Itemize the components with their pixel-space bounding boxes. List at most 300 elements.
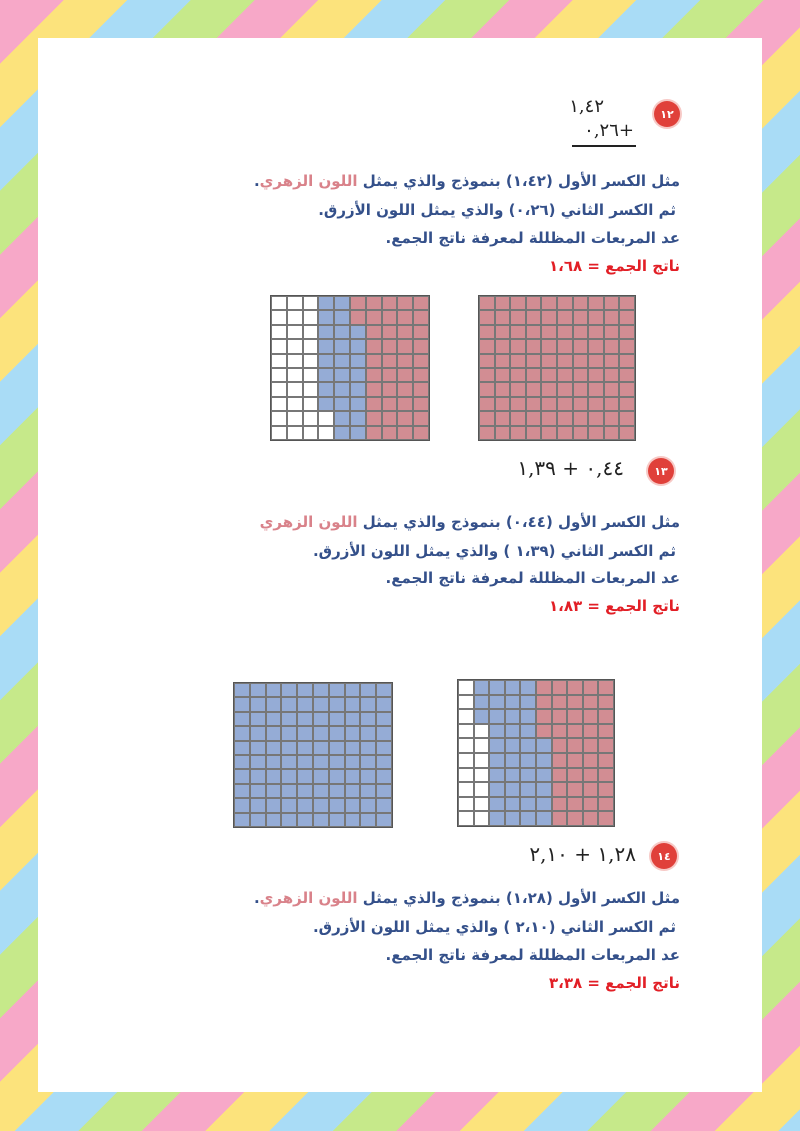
pink-square: [382, 426, 398, 440]
blue-square: [376, 813, 392, 827]
empty-square: [474, 753, 490, 768]
blue-square: [350, 325, 366, 339]
blue-square: [345, 712, 361, 726]
pink-square: [413, 310, 429, 324]
empty-square: [271, 339, 287, 353]
blue-square: [345, 798, 361, 812]
pink-square: [552, 768, 568, 783]
pink-square: [557, 354, 573, 368]
blue-square: [474, 695, 490, 710]
blue-square: [350, 354, 366, 368]
pink-square: [479, 296, 495, 310]
instruction-line-1: [254, 172, 680, 190]
pink-square: [598, 811, 614, 826]
blue-square: [313, 769, 329, 783]
blue-square: [266, 741, 282, 755]
pink-square: [495, 368, 511, 382]
pink-square: [567, 724, 583, 739]
pink-square: [573, 325, 589, 339]
blue-square: [505, 695, 521, 710]
pink-square: [510, 368, 526, 382]
empty-square: [287, 368, 303, 382]
instruction-line-3: عد المربعات المظللة لمعرفة ناتج الجمع.: [385, 946, 680, 964]
blue-square: [266, 726, 282, 740]
pink-square: [583, 753, 599, 768]
pink-square: [382, 382, 398, 396]
blue-square: [297, 784, 313, 798]
blue-square: [329, 784, 345, 798]
blue-square: [329, 697, 345, 711]
pink-square: [541, 354, 557, 368]
empty-square: [458, 695, 474, 710]
pink-square: [541, 339, 557, 353]
pink-square: [552, 797, 568, 812]
empty-square: [271, 354, 287, 368]
pink-square: [397, 426, 413, 440]
pink-square: [526, 310, 542, 324]
pink-square: [536, 709, 552, 724]
blue-square: [266, 755, 282, 769]
blue-square: [250, 726, 266, 740]
pink-square: [573, 339, 589, 353]
pink-square: [382, 310, 398, 324]
blue-square: [313, 755, 329, 769]
blue-square: [376, 755, 392, 769]
blue-square: [520, 695, 536, 710]
instruction-line-1: [260, 513, 680, 531]
empty-square: [271, 368, 287, 382]
pink-square: [479, 382, 495, 396]
blue-square: [345, 741, 361, 755]
blue-square: [520, 738, 536, 753]
blue-square: [334, 368, 350, 382]
blue-square: [281, 712, 297, 726]
pink-square: [526, 397, 542, 411]
blue-square: [376, 769, 392, 783]
pink-square: [366, 310, 382, 324]
empty-square: [474, 724, 490, 739]
pink-square: [510, 397, 526, 411]
blue-square: [360, 784, 376, 798]
pink-square: [567, 753, 583, 768]
pink-square: [397, 296, 413, 310]
blue-square: [297, 726, 313, 740]
pink-square: [619, 325, 635, 339]
blue-square: [250, 683, 266, 697]
blue-square: [334, 397, 350, 411]
blue-square: [505, 782, 521, 797]
blue-square: [318, 310, 334, 324]
pink-square: [619, 310, 635, 324]
pink-square: [397, 411, 413, 425]
blue-square: [536, 811, 552, 826]
blue-square: [376, 712, 392, 726]
blue-square: [297, 769, 313, 783]
empty-square: [287, 354, 303, 368]
pink-square: [588, 325, 604, 339]
empty-square: [458, 738, 474, 753]
instruction-period: .: [253, 889, 260, 907]
pink-square: [526, 426, 542, 440]
blue-square: [234, 784, 250, 798]
pink-square: [573, 368, 589, 382]
pink-square: [526, 368, 542, 382]
blue-square: [520, 797, 536, 812]
exercise-number-badge: ١٣: [648, 458, 674, 484]
pink-square: [536, 695, 552, 710]
empty-square: [303, 325, 319, 339]
pink-square: [479, 339, 495, 353]
pink-square: [567, 738, 583, 753]
blue-square: [234, 683, 250, 697]
pink-square: [588, 368, 604, 382]
blue-square: [350, 382, 366, 396]
empty-square: [318, 426, 334, 440]
blue-square: [297, 683, 313, 697]
empty-square: [271, 382, 287, 396]
blue-square: [489, 695, 505, 710]
blue-square: [266, 712, 282, 726]
blue-square: [318, 397, 334, 411]
pink-square: [479, 325, 495, 339]
blue-square: [345, 784, 361, 798]
pink-square: [366, 354, 382, 368]
blue-square: [334, 426, 350, 440]
blue-square: [536, 753, 552, 768]
blue-square: [345, 726, 361, 740]
empty-square: [458, 724, 474, 739]
blue-square: [281, 697, 297, 711]
pink-square: [526, 354, 542, 368]
instruction-line-3: عد المربعات المظللة لمعرفة ناتج الجمع.: [385, 229, 680, 247]
pink-square: [604, 397, 620, 411]
empty-square: [287, 426, 303, 440]
pink-square: [495, 397, 511, 411]
pink-square: [552, 695, 568, 710]
blue-square: [520, 811, 536, 826]
blue-square: [234, 712, 250, 726]
pink-square: [552, 782, 568, 797]
blue-square: [297, 741, 313, 755]
empty-square: [271, 397, 287, 411]
blue-square: [329, 769, 345, 783]
pink-square: [604, 368, 620, 382]
empty-square: [474, 782, 490, 797]
pink-square: [413, 368, 429, 382]
blue-square: [520, 768, 536, 783]
pink-square: [567, 695, 583, 710]
pink-square: [573, 354, 589, 368]
pink-square: [604, 426, 620, 440]
blue-square: [474, 709, 490, 724]
empty-square: [303, 382, 319, 396]
empty-square: [287, 397, 303, 411]
pink-square: [552, 680, 568, 695]
blue-square: [313, 712, 329, 726]
pink-square: [552, 709, 568, 724]
empty-square: [303, 296, 319, 310]
instruction-line-2: ثم الكسر الثاني (٠،٢٦) والذي يمثل اللون الأزرق.: [318, 201, 676, 219]
blue-square: [536, 782, 552, 797]
instruction-line-1: [254, 889, 680, 907]
pink-square: [510, 382, 526, 396]
blue-square: [318, 325, 334, 339]
empty-square: [287, 325, 303, 339]
empty-square: [271, 411, 287, 425]
empty-square: [303, 354, 319, 368]
blue-square: [376, 741, 392, 755]
pink-square: [552, 724, 568, 739]
pink-square: [598, 782, 614, 797]
blue-square: [505, 709, 521, 724]
pink-square: [397, 368, 413, 382]
blue-square: [536, 768, 552, 783]
sum-rule: [572, 145, 636, 147]
pink-square: [526, 325, 542, 339]
blue-square: [329, 798, 345, 812]
blue-square: [250, 798, 266, 812]
addition-problem: ١,٢٨ + ٢,١٠: [529, 842, 636, 866]
blue-square: [266, 683, 282, 697]
pink-square: [598, 768, 614, 783]
pink-square: [479, 354, 495, 368]
pink-square: [557, 339, 573, 353]
blue-square: [297, 697, 313, 711]
pink-square: [557, 397, 573, 411]
blue-square: [297, 712, 313, 726]
blue-square: [360, 726, 376, 740]
addend-bottom: +٠,٢٦: [584, 120, 634, 141]
pink-square: [567, 811, 583, 826]
blue-square: [350, 368, 366, 382]
pink-square: [479, 397, 495, 411]
result-line: ناتج الجمع = ١،٨٣: [548, 597, 680, 615]
blue-square: [489, 811, 505, 826]
empty-square: [474, 768, 490, 783]
blue-square: [281, 741, 297, 755]
blue-square: [313, 798, 329, 812]
empty-square: [458, 768, 474, 783]
pink-square: [567, 782, 583, 797]
blue-square: [281, 784, 297, 798]
empty-square: [271, 310, 287, 324]
blue-square: [329, 726, 345, 740]
pink-square: [573, 411, 589, 425]
pink-square: [619, 382, 635, 396]
pink-square: [619, 339, 635, 353]
instruction-text: مثل الكسر الأول (١،٤٢) بنموذج والذي يمثل: [362, 172, 680, 190]
blue-square: [318, 296, 334, 310]
pink-square: [583, 724, 599, 739]
pink-square: [541, 368, 557, 382]
blue-square: [345, 697, 361, 711]
blue-square: [520, 782, 536, 797]
blue-square: [250, 769, 266, 783]
pink-square: [598, 753, 614, 768]
blue-square: [360, 712, 376, 726]
empty-square: [287, 310, 303, 324]
pink-square: [552, 753, 568, 768]
pink-square: [567, 797, 583, 812]
blue-square: [234, 726, 250, 740]
pink-square: [567, 709, 583, 724]
blue-square: [505, 811, 521, 826]
pink-square: [557, 368, 573, 382]
blue-square: [345, 683, 361, 697]
instruction-line-3: عد المربعات المظللة لمعرفة ناتج الجمع.: [385, 569, 680, 587]
blue-square: [234, 769, 250, 783]
pink-square: [479, 411, 495, 425]
blue-square: [520, 753, 536, 768]
pink-square: [588, 411, 604, 425]
blue-square: [313, 813, 329, 827]
pink-square: [382, 296, 398, 310]
pink-square: [366, 325, 382, 339]
pink-square: [397, 339, 413, 353]
blue-square: [329, 683, 345, 697]
empty-square: [271, 426, 287, 440]
pink-square: [557, 382, 573, 396]
pink-square: [413, 426, 429, 440]
instruction-text: مثل الكسر الأول (١،٢٨) بنموذج والذي يمثل: [362, 889, 680, 907]
blue-square: [489, 768, 505, 783]
result-line: ناتج الجمع = ١،٦٨: [548, 257, 680, 275]
blue-square: [536, 738, 552, 753]
blue-square: [329, 755, 345, 769]
pink-square: [413, 354, 429, 368]
empty-square: [458, 709, 474, 724]
blue-square: [318, 368, 334, 382]
blue-square: [250, 784, 266, 798]
blue-square: [360, 683, 376, 697]
pink-square: [604, 296, 620, 310]
pink-square: [495, 426, 511, 440]
exercise-number-badge: ١٤: [651, 843, 677, 869]
pink-square: [536, 680, 552, 695]
empty-square: [287, 411, 303, 425]
pink-square: [526, 382, 542, 396]
pink-square: [510, 426, 526, 440]
pink-square: [557, 310, 573, 324]
pink-square: [536, 724, 552, 739]
blue-square: [536, 797, 552, 812]
blue-square: [376, 697, 392, 711]
empty-square: [271, 325, 287, 339]
empty-square: [318, 411, 334, 425]
pink-square: [583, 738, 599, 753]
blue-square: [376, 726, 392, 740]
pink-square: [557, 325, 573, 339]
blue-square: [234, 741, 250, 755]
pink-square: [366, 397, 382, 411]
blue-square: [297, 798, 313, 812]
blue-square: [489, 738, 505, 753]
blue-square: [250, 712, 266, 726]
pink-square: [619, 397, 635, 411]
pink-square: [526, 411, 542, 425]
blue-square: [334, 325, 350, 339]
pink-square: [573, 310, 589, 324]
blue-square: [505, 768, 521, 783]
blue-square: [281, 798, 297, 812]
blue-square: [350, 397, 366, 411]
pink-square: [541, 411, 557, 425]
addend-top: ١,٤٢: [569, 96, 604, 117]
pink-square: [413, 382, 429, 396]
blue-square: [313, 784, 329, 798]
blue-square: [250, 755, 266, 769]
pink-square: [366, 382, 382, 396]
pink-square: [397, 354, 413, 368]
instruction-line-2: ثم الكسر الثاني (١،٣٩ ) والذي يمثل اللون الأزرق.: [312, 542, 676, 560]
blue-square: [234, 697, 250, 711]
exercise-number-badge: ١٢: [654, 101, 680, 127]
blue-square: [376, 683, 392, 697]
blue-square: [520, 709, 536, 724]
blue-square: [297, 755, 313, 769]
empty-square: [303, 397, 319, 411]
empty-square: [458, 782, 474, 797]
blue-square: [334, 339, 350, 353]
pink-color-word: اللون الزهري: [259, 172, 358, 190]
pink-square: [382, 339, 398, 353]
empty-square: [458, 680, 474, 695]
pink-square: [510, 296, 526, 310]
hundred-grid-full-pink: [478, 295, 636, 441]
pink-square: [604, 411, 620, 425]
pink-square: [588, 354, 604, 368]
empty-square: [271, 296, 287, 310]
pink-square: [598, 797, 614, 812]
blue-square: [318, 382, 334, 396]
hundred-grid-mixed: [457, 679, 615, 827]
pink-square: [573, 426, 589, 440]
pink-color-word: اللون الزهري: [259, 513, 358, 531]
pink-square: [588, 339, 604, 353]
pink-square: [604, 310, 620, 324]
empty-square: [474, 738, 490, 753]
empty-square: [303, 426, 319, 440]
pink-square: [413, 339, 429, 353]
blue-square: [329, 741, 345, 755]
blue-square: [505, 753, 521, 768]
empty-square: [287, 339, 303, 353]
pink-square: [583, 811, 599, 826]
blue-square: [505, 738, 521, 753]
pink-square: [583, 797, 599, 812]
blue-square: [297, 813, 313, 827]
pink-square: [583, 768, 599, 783]
pink-square: [588, 310, 604, 324]
pink-square: [588, 426, 604, 440]
empty-square: [303, 368, 319, 382]
pink-square: [510, 411, 526, 425]
empty-square: [458, 753, 474, 768]
blue-square: [334, 296, 350, 310]
blue-square: [329, 813, 345, 827]
pink-square: [598, 709, 614, 724]
pink-square: [413, 411, 429, 425]
pink-square: [413, 296, 429, 310]
empty-square: [303, 339, 319, 353]
empty-square: [303, 411, 319, 425]
pink-square: [526, 339, 542, 353]
blue-square: [489, 753, 505, 768]
blue-square: [234, 813, 250, 827]
blue-square: [266, 697, 282, 711]
pink-square: [588, 382, 604, 396]
blue-square: [360, 813, 376, 827]
